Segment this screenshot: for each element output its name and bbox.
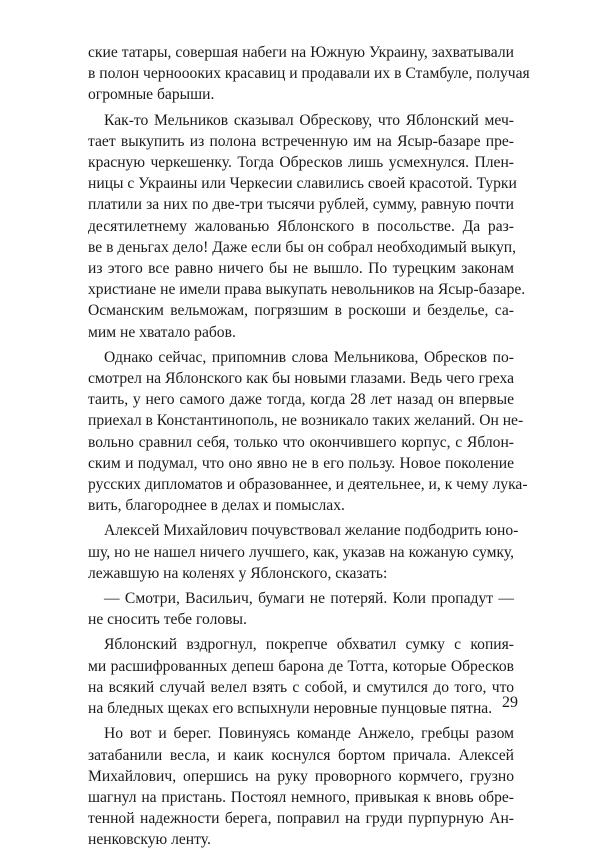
text-line: Однако сейчас, припомнив слова Мельникова, Обресков по-	[104, 348, 514, 366]
text-line: приехал в Константинополь, не возникало таких желаний. Он не-	[88, 412, 524, 430]
body-text	[88, 42, 530, 855]
text-line: в полон черноооких красавиц и продавали их в Стамбуле, получая	[88, 65, 530, 83]
text-line: лежавшую на коленях у Яблонского, сказать:	[88, 564, 388, 582]
text-line: ские татары, совершая набеги на Южную Украину, захватывали	[88, 44, 514, 61]
text-line: огромные барыши.	[88, 86, 215, 104]
text-line: шагнул на пристань. Постоял немного, привыкая к вновь обре-	[88, 788, 514, 806]
text-line: вить, благороднее в делах и помыслах.	[88, 497, 345, 515]
text-line: Как-то Мельников сказывал Обрескову, что Яблонский меч-	[104, 111, 514, 129]
text-line: тает выкупить из полона встреченную им на Ясыр-базаре пре-	[88, 132, 514, 150]
text-line: затабанили весла, и каик коснулся бортом причала. Алексей	[88, 746, 514, 764]
text-line: не сносить тебе головы.	[88, 611, 247, 629]
paragraph	[88, 588, 514, 630]
text-line: ницы с Украины или Черкесии славились своей красотой. Турки	[88, 175, 517, 193]
text-line: Но вот и берег. Повинуясь команде Анжело, гребцы разом	[104, 725, 514, 743]
text-line: Османским вельможам, погрязшим в роскоши и безделье, са-	[88, 302, 514, 320]
text-line: ским и подумал, что оно явно не в его пользу. Новое поколение	[88, 454, 514, 472]
text-line: на всякий случай велел взять с собой, и смутился до того, что	[88, 678, 514, 696]
text-line: смотрел на Яблонского как бы новыми глазами. Ведь чего греха	[88, 370, 514, 388]
text-line: Яблонский вздрогнул, покрепче обхватил сумку с копия-	[104, 636, 514, 654]
paragraph	[88, 520, 519, 584]
text-line: на бледных щеках его вспыхнули неровные пунцовые пятна.	[88, 700, 493, 718]
paragraph	[88, 347, 528, 517]
text-line: тенной надежности берега, поправил на груди пурпурную Ан-	[88, 810, 514, 828]
text-line: десятилетнему жалованью Яблонского в посольстве. Да раз-	[88, 217, 514, 235]
paragraph	[88, 634, 514, 719]
text-line: из этого все равно ничего бы не вышло. По турецким законам	[88, 260, 514, 278]
text-line: таить, у него самого даже тогда, когда 28 лет назад он впервые	[88, 391, 514, 409]
page-number: 29	[502, 694, 518, 711]
text-line: вольно сравнил себя, только что окончившего корпус, с Яблон-	[88, 433, 514, 451]
text-line: мим не хватало рабов.	[88, 323, 236, 341]
text-line: ве в деньгах дело! Даже если бы он собрал необходимый выкуп,	[88, 238, 516, 256]
text-line: христиане не имели права выкупать невольников на Ясыр-базаре.	[88, 281, 526, 299]
text-line: платили за них по две-три тысячи рублей, сумму, равную почти	[88, 196, 514, 214]
text-line: Алексей Михайлович почувствовал желание подбодрить юно-	[104, 522, 519, 540]
text-line: Михайлович, опершись на руку проворного кормчего, грузно	[88, 767, 514, 785]
text-line: красную черкешенку. Тогда Обресков лишь усмехнулся. Плен-	[88, 154, 514, 172]
paragraph	[88, 42, 530, 106]
text-line: — Смотри, Васильич, бумаги не потеряй. Коли пропадут —	[104, 590, 514, 608]
text-line: шу, но не нашел ничего лучшего, как, указав на кожаную сумку,	[88, 543, 514, 561]
paragraph	[88, 110, 526, 343]
paragraph	[88, 723, 514, 850]
text-line: ми расшифрованных депеш барона де Тотта, которые Обресков	[88, 657, 514, 675]
text-line: ненковскую ленту.	[88, 831, 211, 849]
text-line: русских дипломатов и образованнее, и деятельнее, и, к чему лука-	[88, 476, 528, 494]
